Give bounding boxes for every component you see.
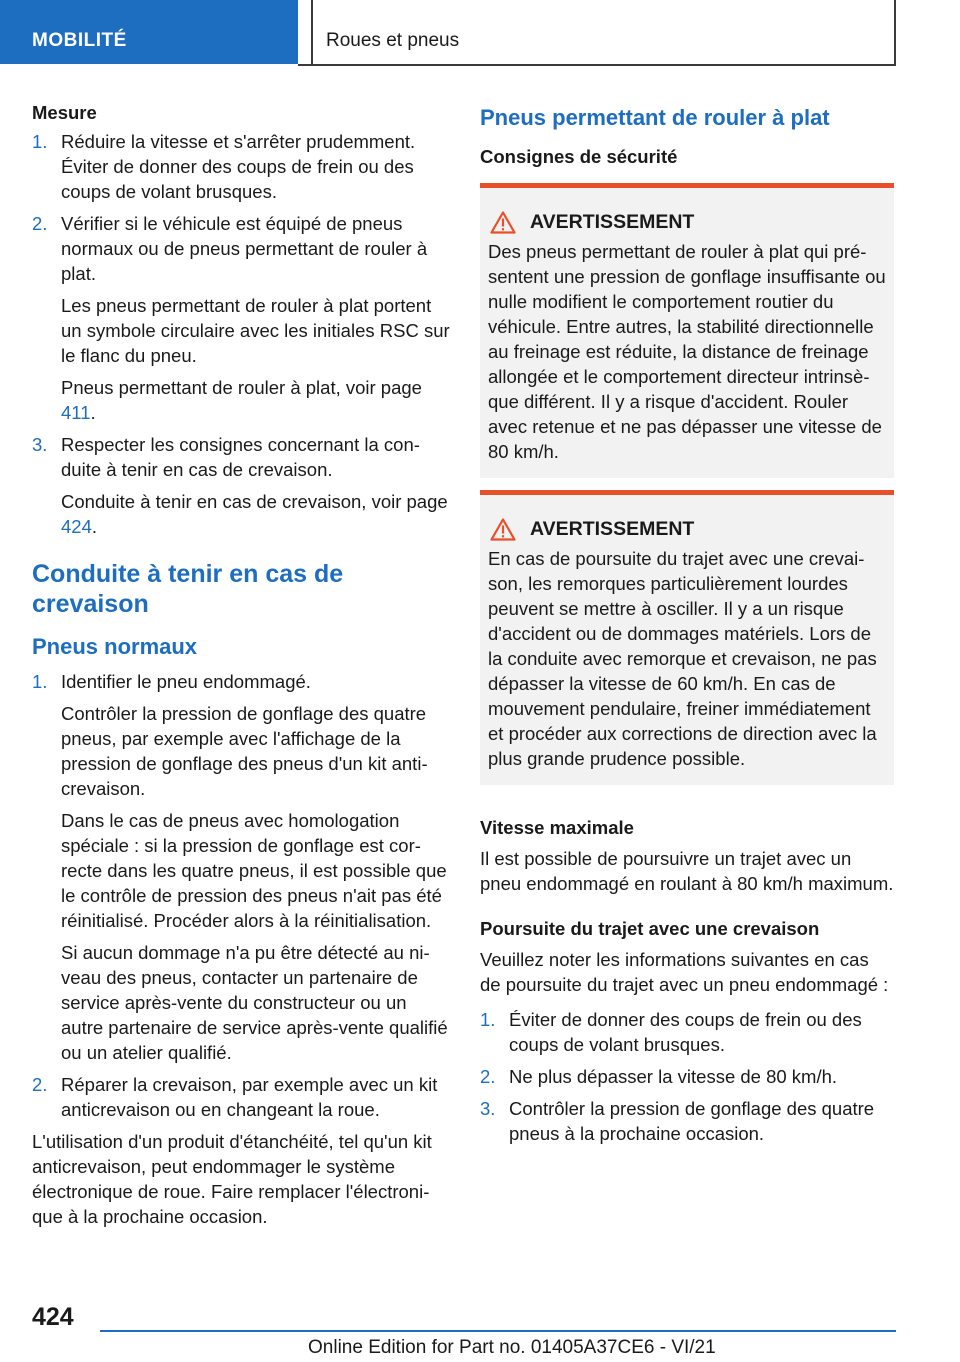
- chapter-title: Roues et pneus: [326, 30, 460, 51]
- list-item: [32, 211, 450, 425]
- page-link[interactable]: 411: [61, 402, 91, 423]
- warning-icon: [490, 211, 516, 234]
- list-item: [32, 1072, 450, 1122]
- max-speed-text: Il est possible de poursuivre un trajet avec un pneu endommagé en roulant à 80 km/h maximum.: [480, 848, 894, 894]
- continue-label: Poursuite du trajet avec une crevaison: [480, 918, 820, 939]
- warning-title: AVERTISSEMENT: [530, 211, 695, 233]
- step-number: 1.: [480, 1009, 496, 1030]
- page-number: 424: [32, 1303, 74, 1331]
- warning-box: [480, 183, 894, 478]
- page-link[interactable]: 424: [61, 516, 92, 537]
- step-text: Identifier le pneu endommagé.: [61, 671, 311, 692]
- continue-steps: [480, 1007, 894, 1146]
- step-number: 2.: [32, 1074, 48, 1095]
- list-item: [480, 1064, 894, 1089]
- step-text: Contrôler la pression de gonflage des quatre pneus à la prochaine occasion.: [509, 1098, 875, 1144]
- step-number: 3.: [480, 1098, 496, 1119]
- step-text: Vérifier si le véhicule est équipé de pneus normaux ou de pneus permettant de rouler à plat.: [61, 213, 428, 284]
- step-text: Ne plus dépasser la vitesse de 80 km/h.: [509, 1066, 838, 1087]
- subsection-heading: Pneus normaux: [32, 634, 198, 659]
- list-item: [480, 1007, 894, 1057]
- warning-text: En cas de poursuite du trajet avec une crevaison, les remorques particulièrement lourdes peuvent se mettre à osciller. Il y a un risque d'accident ou de dommages matériels. Lors de la conduite avec remorque et crevaison, ne pas dépasser la vitesse de 60 km/h. En cas de mouvement pendulaire, freiner immédiatement et procéder aux corrections de direction avec la plus grande prudence possible.: [488, 548, 877, 769]
- measure-label: Mesure: [32, 102, 97, 123]
- footer-rule: [100, 1330, 896, 1332]
- warning-icon: [490, 518, 516, 541]
- step-text: Réparer la crevaison, par exemple avec un kit anticrevaison ou en changeant la roue.: [61, 1074, 438, 1120]
- section-title: MOBILITÉ: [32, 30, 127, 51]
- reference-text: Pneus permettant de rouler à plat, voir page: [61, 377, 422, 398]
- continue-text: Veuillez noter les informations suivantes en cas de poursuite du trajet avec un pneu endommagé :: [480, 949, 889, 995]
- step-text: Éviter de donner des coups de frein ou des coups de volant brusques.: [509, 1009, 862, 1055]
- section-heading: Conduite à tenir en cas de crevaison: [32, 560, 344, 618]
- closing-paragraph: L'utilisation d'un produit d'étanchéité, tel qu'un kit anticrevaison, peut endommager le système électronique de roue. Faire remplacer l'électronique à la prochaine occasion.: [32, 1131, 432, 1227]
- step-text: Les pneus permettant de rouler à plat portent un symbole circulaire avec les initiales RSC sur le flanc du pneu.: [61, 295, 450, 366]
- right-column: [480, 100, 894, 1153]
- step-text: Contrôler la pression de gonflage des quatre pneus, par exemple avec l'affichage de la pression de gonflage des pneus d'un kit anticrevaison.: [61, 703, 428, 799]
- list-item: [480, 1096, 894, 1146]
- header-divider: [894, 0, 896, 66]
- step-text: Réduire la vitesse et s'arrêter prudemment. Éviter de donner des coups de frein ou des coups de volant brusques.: [61, 131, 416, 202]
- list-item: [32, 669, 450, 1065]
- measure-steps: [32, 129, 450, 539]
- step-text: Dans le cas de pneus avec homologation spéciale : si la pression de gonflage est correcte dans les quatre pneus, il est possible que le contrôle de pression des pneus n'ait pas été réinitialisé. Procéder alors à la réinitialisation.: [61, 810, 447, 931]
- max-speed-label: Vitesse maximale: [480, 817, 634, 838]
- warning-text: Des pneus permettant de rouler à plat qui présentent une pression de gonflage insuffisante ou nulle modifient le comportement routier du véhicule. Entre autres, la stabilité directionnelle au freinage est réduite, la distance de freinage allongée et le comportement directeur intrinsèque différent. Il y a risque d'accident. Rouler avec retenue et ne pas dépasser une vitesse de 80 km/h.: [488, 241, 886, 462]
- reference-text: Conduite à tenir en cas de crevaison, voir page: [61, 491, 448, 512]
- step-number: 1.: [32, 671, 48, 692]
- step-text: Si aucun dommage n'a pu être détecté au niveau des pneus, contacter un partenaire de service après-vente du constructeur ou un autre partenaire de service après-vente qualifié ou un atelier qualifié.: [61, 942, 448, 1063]
- step-number: 2.: [480, 1066, 496, 1087]
- step-number: 2.: [32, 213, 48, 234]
- list-item: [32, 432, 450, 539]
- step-text: Respecter les consignes concernant la conduite à tenir en cas de crevaison.: [61, 434, 420, 480]
- warning-title: AVERTISSEMENT: [530, 518, 695, 540]
- warning-box: [480, 490, 894, 785]
- subsection-heading: Pneus permettant de rouler à plat: [480, 105, 830, 130]
- step-number: 1.: [32, 131, 48, 152]
- left-column: [32, 100, 450, 1235]
- page-reference: Pneus permettant de rouler à plat, voir page 411.: [61, 377, 422, 423]
- safety-label: Consignes de sécurité: [480, 146, 678, 167]
- list-item: [32, 129, 450, 204]
- header-divider: [311, 0, 313, 64]
- normal-tire-steps: [32, 669, 450, 1122]
- edition-text: Online Edition for Part no. 01405A37CE6 - VI/21: [308, 1337, 716, 1358]
- step-number: 3.: [32, 434, 48, 455]
- header-rule: [298, 64, 896, 66]
- section-tab: [0, 0, 298, 64]
- page-reference: Conduite à tenir en cas de crevaison, voir page 424.: [61, 491, 448, 537]
